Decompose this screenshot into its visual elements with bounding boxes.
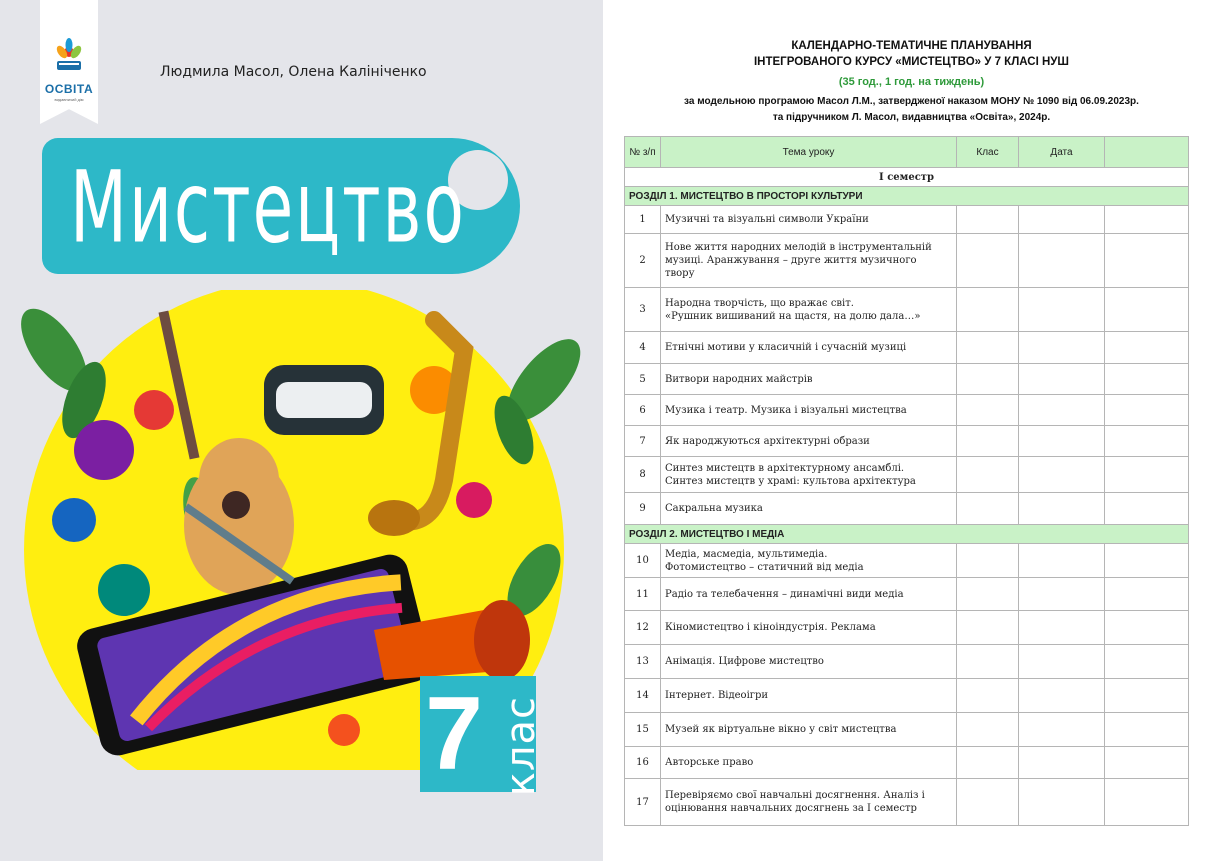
table-row <box>625 332 1189 364</box>
lesson-topic <box>661 713 957 747</box>
sphere-shape <box>134 390 174 430</box>
lesson-topic-line: Кіномистецтво і кіноіндустрія. Реклама <box>665 622 876 633</box>
lesson-extra-cell[interactable] <box>1105 288 1189 332</box>
lesson-date-cell[interactable] <box>1019 364 1105 395</box>
lesson-number: 4 <box>625 332 661 364</box>
lesson-class-cell[interactable] <box>957 426 1019 457</box>
grade-word: клас <box>498 696 544 797</box>
lesson-number: 10 <box>625 544 661 578</box>
table-row <box>625 578 1189 611</box>
lesson-topic <box>661 332 957 364</box>
vr-headset-icon <box>264 365 384 435</box>
lesson-class-cell[interactable] <box>957 206 1019 234</box>
lesson-topic-line: Народна творчість, що вражає світ. <box>665 297 854 309</box>
lesson-topic <box>661 679 957 713</box>
lesson-topic-line: Перевіряємо свої навчальні досягнення. Аналіз і <box>665 790 925 801</box>
lesson-date-cell[interactable] <box>1019 493 1105 525</box>
header-num: № з/п <box>625 137 661 168</box>
table-row <box>625 395 1189 426</box>
lesson-extra-cell[interactable] <box>1105 364 1189 395</box>
table-row <box>625 713 1189 747</box>
document-program-line1: за модельною програмою Масол Л.М., затвердженої наказом МОНУ № 1090 від 06.09.2023р. <box>684 96 1139 107</box>
lesson-number: 15 <box>625 713 661 747</box>
lesson-topic-line: Радіо та телебачення – динамічні види медіа <box>665 588 904 600</box>
lesson-topic <box>661 364 957 395</box>
lesson-topic <box>661 395 957 426</box>
lesson-number: 3 <box>625 288 661 332</box>
lesson-extra-cell[interactable] <box>1105 493 1189 525</box>
lesson-topic-line: твору <box>665 268 695 279</box>
table-row <box>625 611 1189 645</box>
lesson-class-cell[interactable] <box>957 611 1019 645</box>
lesson-topic-line: Синтез мистецтв в архітектурному ансамблі. <box>665 462 905 474</box>
sphere-shape <box>74 420 134 480</box>
table-row <box>625 206 1189 234</box>
lesson-extra-cell[interactable] <box>1105 747 1189 779</box>
textbook-cover <box>0 0 603 861</box>
semester-label: І семестр <box>625 168 1189 187</box>
lesson-topic-line: Медіа, масмедіа, мультимедіа. <box>665 548 828 560</box>
lesson-date-cell[interactable] <box>1019 645 1105 679</box>
table-row <box>625 747 1189 779</box>
lesson-topic-line: Фотомистецтво – статичний від медіа <box>665 561 864 573</box>
lesson-date-cell[interactable] <box>1019 679 1105 713</box>
header-topic: Тема уроку <box>661 137 957 168</box>
header-date: Дата <box>1019 137 1105 168</box>
lesson-class-cell[interactable] <box>957 645 1019 679</box>
lesson-topic-line: «Рушник вишиваний на щастя, на долю дала…» <box>665 310 921 322</box>
lesson-topic-line: Нове життя народних мелодій в інструментальній <box>665 242 932 253</box>
table-row <box>625 493 1189 525</box>
lesson-class-cell[interactable] <box>957 288 1019 332</box>
lesson-topic-line: Сакральна музика <box>665 503 763 514</box>
lesson-number: 17 <box>625 779 661 826</box>
lesson-topic <box>661 611 957 645</box>
lesson-class-cell[interactable] <box>957 395 1019 426</box>
section-row <box>625 525 1189 544</box>
publisher-tab <box>40 0 98 124</box>
document-hours: (35 год., 1 год. на тиждень) <box>838 76 985 88</box>
document-program-line2: та підручником Л. Масол, видавництва «Освіта», 2024р. <box>772 112 1051 123</box>
lesson-date-cell[interactable] <box>1019 779 1105 826</box>
lesson-date-cell[interactable] <box>1019 747 1105 779</box>
lesson-extra-cell[interactable] <box>1105 332 1189 364</box>
table-row <box>625 544 1189 578</box>
lesson-class-cell[interactable] <box>957 332 1019 364</box>
lesson-class-cell[interactable] <box>957 544 1019 578</box>
lesson-topic <box>661 544 957 578</box>
lesson-class-cell[interactable] <box>957 234 1019 288</box>
lesson-topic <box>661 493 957 525</box>
lesson-topic <box>661 779 957 826</box>
lesson-extra-cell[interactable] <box>1105 426 1189 457</box>
lesson-number: 11 <box>625 578 661 611</box>
lesson-topic-line: Анімація. Цифрове мистецтво <box>665 656 824 667</box>
lesson-date-cell[interactable] <box>1019 234 1105 288</box>
publisher-name: ОСВІТА <box>44 82 94 96</box>
section-row <box>625 187 1189 206</box>
lesson-extra-cell[interactable] <box>1105 395 1189 426</box>
lesson-number: 12 <box>625 611 661 645</box>
lesson-number: 2 <box>625 234 661 288</box>
lesson-extra-cell[interactable] <box>1105 713 1189 747</box>
lesson-topic-line: оцінювання навчальних досягнень за І семестр <box>665 803 917 814</box>
sphere-shape <box>328 714 360 746</box>
section-title: РОЗДІЛ 1. МИСТЕЦТВО В ПРОСТОРІ КУЛЬТУРИ <box>625 187 1189 206</box>
lesson-date-cell[interactable] <box>1019 206 1105 234</box>
lesson-extra-cell[interactable] <box>1105 206 1189 234</box>
publisher-logo-icon <box>40 0 98 80</box>
lesson-topic-line: Етнічні мотиви у класичній і сучасній музиці <box>665 342 907 353</box>
lesson-number: 14 <box>625 679 661 713</box>
lesson-topic-line: Витвори народних майстрів <box>665 373 813 385</box>
lesson-class-cell[interactable] <box>957 457 1019 493</box>
lesson-extra-cell[interactable] <box>1105 544 1189 578</box>
lesson-topic <box>661 747 957 779</box>
lesson-topic-line: Синтез мистецтв у храмі: культова архітектура <box>665 475 916 487</box>
header-extra <box>1105 137 1189 168</box>
lesson-class-cell[interactable] <box>957 713 1019 747</box>
lesson-topic-line: Музичні та візуальні символи України <box>665 214 869 225</box>
publisher-subtitle: видавничий дім <box>54 97 84 102</box>
lesson-extra-cell[interactable] <box>1105 645 1189 679</box>
sphere-shape <box>52 498 96 542</box>
lesson-topic <box>661 206 957 234</box>
book-authors: Людмила Масол, Олена Калініченко <box>160 64 427 80</box>
sphere-shape <box>98 564 150 616</box>
header-class: Клас <box>957 137 1019 168</box>
lesson-extra-cell[interactable] <box>1105 779 1189 826</box>
lesson-date-cell[interactable] <box>1019 426 1105 457</box>
lesson-class-cell[interactable] <box>957 679 1019 713</box>
lesson-number: 9 <box>625 493 661 525</box>
lesson-topic-line: Інтернет. Відеоігри <box>665 690 769 701</box>
lesson-class-cell[interactable] <box>957 779 1019 826</box>
book-title: Мистецтво <box>70 150 466 266</box>
lesson-topic <box>661 457 957 493</box>
table-row <box>625 426 1189 457</box>
lesson-date-cell[interactable] <box>1019 611 1105 645</box>
table-row <box>625 288 1189 332</box>
lesson-extra-cell[interactable] <box>1105 611 1189 645</box>
lesson-class-cell[interactable] <box>957 747 1019 779</box>
lesson-topic-line: Як народжуються архітектурні образи <box>665 435 870 447</box>
lesson-topic-line: Музика і театр. Музика і візуальні мистецтва <box>665 404 907 416</box>
lesson-date-cell[interactable] <box>1019 288 1105 332</box>
lesson-topic-line: Музей як віртуальне вікно у світ мистецтва <box>665 724 897 735</box>
document-heading-line2: ІНТЕГРОВАНОГО КУРСУ «МИСТЕЦТВО» У 7 КЛАСІ НУШ <box>753 56 1069 68</box>
lesson-class-cell[interactable] <box>957 578 1019 611</box>
lesson-topic <box>661 426 957 457</box>
table-row <box>625 645 1189 679</box>
lesson-topic <box>661 288 957 332</box>
planning-table <box>624 136 1189 826</box>
lesson-date-cell[interactable] <box>1019 332 1105 364</box>
sphere-shape <box>456 482 492 518</box>
lesson-number: 7 <box>625 426 661 457</box>
lesson-number: 13 <box>625 645 661 679</box>
lesson-date-cell[interactable] <box>1019 457 1105 493</box>
lesson-number: 6 <box>625 395 661 426</box>
table-row <box>625 457 1189 493</box>
grade-number: 7 <box>425 676 483 792</box>
lesson-date-cell[interactable] <box>1019 578 1105 611</box>
lesson-topic <box>661 234 957 288</box>
lesson-class-cell[interactable] <box>957 493 1019 525</box>
table-row <box>625 234 1189 288</box>
lesson-date-cell[interactable] <box>1019 544 1105 578</box>
lesson-extra-cell[interactable] <box>1105 679 1189 713</box>
section-title: РОЗДІЛ 2. МИСТЕЦТВО І МЕДІА <box>625 525 1189 544</box>
lesson-extra-cell[interactable] <box>1105 578 1189 611</box>
lesson-topic <box>661 578 957 611</box>
lesson-topic-line: Авторське право <box>665 757 754 768</box>
lesson-class-cell[interactable] <box>957 364 1019 395</box>
table-row <box>625 679 1189 713</box>
lesson-date-cell[interactable] <box>1019 395 1105 426</box>
lesson-date-cell[interactable] <box>1019 713 1105 747</box>
semester-row <box>625 168 1189 187</box>
lesson-topic-line: музиці. Аранжування – друге життя музичного <box>665 255 917 266</box>
lesson-number: 8 <box>625 457 661 493</box>
lesson-topic <box>661 645 957 679</box>
table-row <box>625 779 1189 826</box>
lesson-extra-cell[interactable] <box>1105 457 1189 493</box>
lesson-number: 16 <box>625 747 661 779</box>
table-header-row <box>625 137 1189 168</box>
table-row <box>625 364 1189 395</box>
document-heading-line1: КАЛЕНДАРНО-ТЕМАТИЧНЕ ПЛАНУВАННЯ <box>791 40 1032 52</box>
lesson-number: 1 <box>625 206 661 234</box>
lesson-extra-cell[interactable] <box>1105 234 1189 288</box>
lesson-number: 5 <box>625 364 661 395</box>
